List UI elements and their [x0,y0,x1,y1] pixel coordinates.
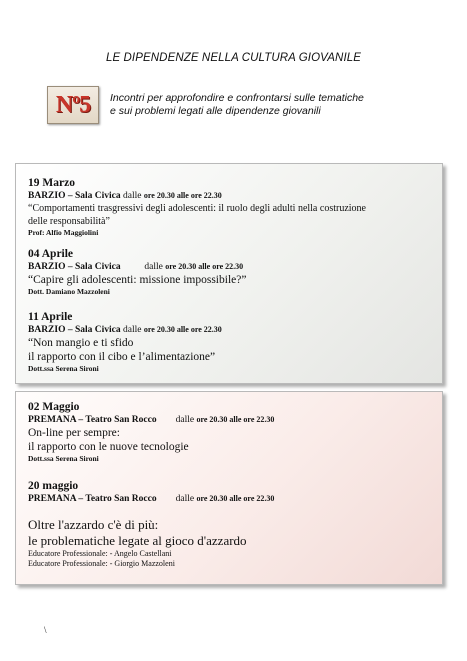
event-venue [28,324,433,336]
event-description-line: “Capire gli adolescenti: missione impossibile?” [28,274,247,286]
event-speaker: Dott. Damiano Mazzoleni [28,287,110,296]
venue-name: PREMANA – Teatro San Rocco [28,415,157,425]
event-speaker: Prof: Alfio Maggiolini [28,228,99,237]
event-20-maggio [28,479,433,569]
event-speaker: Dott.ssa Serena Sironi [28,454,99,463]
event-date: 19 Marzo [28,177,75,189]
event-venue [28,414,433,426]
event-time: ore 20.30 alle ore 22.30 [143,191,222,200]
event-04-aprile [28,247,433,297]
event-description-line: il rapporto con le nuove tecnologie [28,441,189,453]
venue-dalle: dalle [175,415,195,425]
venue-dalle: dalle [123,325,142,335]
event-19-marzo [28,176,433,238]
intro-line-2: e sui problemi legati alle dipendenze giovanili [110,105,321,117]
event-date: 04 Aprile [28,248,74,260]
event-description-line: delle responsabilità” [28,216,110,227]
logo-number-5 [47,86,99,124]
event-date: 11 Aprile [28,311,73,323]
event-educator: Educatore Professionale: - Angelo Castellani [28,549,172,558]
event-11-aprile [28,310,433,374]
event-date: 02 Maggio [28,401,80,413]
intro-line-1: Incontri per approfondire e confrontarsi sulle tematiche [110,92,364,104]
event-educator: Educatore Professionale: - Giorgio Mazzoleni [28,559,175,568]
event-description-line: Oltre l'azzardo c'è di più: [28,517,159,532]
venue-name: PREMANA – Teatro San Rocco [28,494,157,504]
venue-name: BARZIO – Sala Civica [28,325,121,335]
logo-text: Nº5 [55,91,91,118]
event-description-line: “Comportamenti trasgressivi degli adolescenti: il ruolo degli adulti nella costruzione [28,203,366,214]
event-02-maggio [28,400,433,464]
venue-name: BARZIO – Sala Civica [28,191,121,201]
event-description-line: “Non mangio e ti sfido [28,337,134,349]
event-venue [28,493,433,505]
venue-dalle: dalle [144,262,163,272]
event-time: ore 20.30 alle ore 22.30 [143,325,222,334]
venue-name: BARZIO – Sala Civica [28,262,121,272]
page-title: LE DIPENDENZE NELLA CULTURA GIOVANILE [105,52,362,64]
event-venue [28,261,433,273]
event-time: ore 20.30 alle ore 22.30 [196,494,275,503]
event-date: 20 maggio [28,480,79,492]
event-venue [28,190,433,202]
event-time: ore 20.30 alle ore 22.30 [196,415,275,424]
event-description-line: il rapporto con il cibo e l’alimentazione” [28,351,216,363]
stray-mark: \ [44,625,47,635]
event-time: ore 20.30 alle ore 22.30 [165,262,244,271]
event-speaker: Dott.ssa Serena Sironi [28,364,99,373]
event-description-line: le problematiche legate al gioco d'azzardo [28,533,247,548]
event-description-line: On-line per sempre: [28,427,120,439]
intro-text [110,92,410,118]
venue-dalle: dalle [175,494,195,504]
venue-dalle: dalle [123,191,142,201]
